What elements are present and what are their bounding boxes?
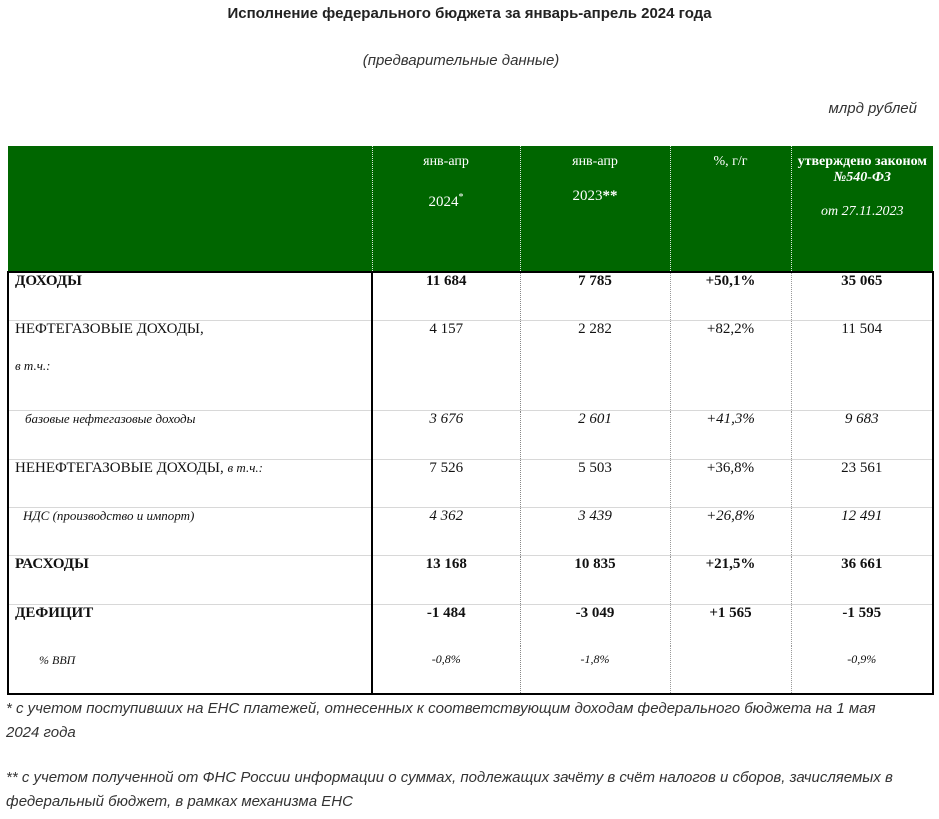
row-label: НЕНЕФТЕГАЗОВЫЕ ДОХОДЫ, bbox=[15, 459, 224, 476]
header-2023-year-wrap bbox=[521, 188, 670, 205]
table-row-nonoil bbox=[8, 459, 933, 507]
page-subtitle: (предварительные данные) bbox=[362, 52, 560, 69]
row-label: НДС (производство и импорт) bbox=[23, 507, 195, 523]
header-2024-period: янв-апр bbox=[423, 154, 469, 169]
cell-2024: -0,8% bbox=[372, 646, 520, 694]
cell-2024: 13 168 bbox=[372, 555, 520, 604]
cell-law: 36 661 bbox=[791, 555, 933, 604]
header-2023-year: 2023 bbox=[572, 188, 603, 204]
header-2023 bbox=[520, 146, 670, 272]
header-2024-year-wrap bbox=[373, 192, 520, 211]
cell-2024: 7 526 bbox=[372, 459, 520, 507]
row-label: % ВВП bbox=[39, 653, 76, 667]
row-label: базовые нефтегазовые доходы bbox=[25, 410, 196, 426]
cell-2024: 3 676 bbox=[372, 410, 520, 459]
cell-2024: 4 157 bbox=[372, 320, 520, 410]
header-law-line1: утверждено законом bbox=[797, 154, 927, 169]
cell-2023: -1,8% bbox=[520, 646, 670, 694]
row-label-cell bbox=[8, 459, 372, 507]
cell-pct: +26,8% bbox=[670, 507, 791, 555]
table-row-gdp bbox=[8, 646, 933, 694]
cell-law: 35 065 bbox=[791, 272, 933, 320]
header-2024-year: 2024 bbox=[428, 194, 459, 210]
cell-pct: +41,3% bbox=[670, 410, 791, 459]
cell-pct bbox=[670, 646, 791, 694]
header-law-line3: от 27.11.2023 bbox=[820, 204, 904, 219]
table-row-deficit bbox=[8, 604, 933, 646]
cell-2024: 11 684 bbox=[372, 272, 520, 320]
cell-law: -0,9% bbox=[791, 646, 933, 694]
table-row-base-oilgas bbox=[8, 410, 933, 459]
cell-pct: +82,2% bbox=[670, 320, 791, 410]
cell-law: 12 491 bbox=[791, 507, 933, 555]
footnote-1: * с учетом поступивших на ЕНС платежей, отнесенных к соответствующим доходам федерального бюджета на 1 мая 2024 года bbox=[6, 700, 876, 741]
header-2024-mark: * bbox=[458, 192, 464, 203]
row-label: НЕФТЕГАЗОВЫЕ ДОХОДЫ, bbox=[15, 320, 204, 337]
cell-2024: 4 362 bbox=[372, 507, 520, 555]
cell-pct: +21,5% bbox=[670, 555, 791, 604]
cell-2023: -3 049 bbox=[520, 604, 670, 646]
page-title: Исполнение федерального бюджета за январь-апрель 2024 года bbox=[227, 5, 712, 22]
row-label-cell bbox=[8, 646, 372, 694]
row-label-cell bbox=[8, 272, 372, 320]
cell-law: 23 561 bbox=[791, 459, 933, 507]
cell-2024: -1 484 bbox=[372, 604, 520, 646]
header-pct bbox=[670, 146, 791, 272]
row-label: РАСХОДЫ bbox=[15, 555, 89, 572]
header-2023-period: янв-апр bbox=[572, 154, 618, 169]
row-label-cell bbox=[8, 604, 372, 646]
row-label-cell bbox=[8, 410, 372, 459]
cell-law: 11 504 bbox=[791, 320, 933, 410]
table-row-oilgas bbox=[8, 320, 933, 410]
cell-pct: +50,1% bbox=[670, 272, 791, 320]
cell-2023: 2 282 bbox=[520, 320, 670, 410]
cell-2023: 3 439 bbox=[520, 507, 670, 555]
footnote-2: ** с учетом полученной от ФНС России информации о суммах, подлежащих зачёту в счёт налогов и сборов, зачисляемых в федеральный бюджет, в рамках механизма ЕНС bbox=[6, 769, 893, 810]
row-label: ДЕФИЦИТ bbox=[15, 604, 94, 621]
header-empty-cell bbox=[8, 146, 372, 272]
table-row-expenses bbox=[8, 555, 933, 604]
cell-pct: +36,8% bbox=[670, 459, 791, 507]
table-row-vat bbox=[8, 507, 933, 555]
row-sublabel: в т.ч.: bbox=[15, 357, 51, 373]
cell-law: 9 683 bbox=[791, 410, 933, 459]
header-law-line2: №540-ФЗ bbox=[833, 170, 891, 185]
row-label-cell bbox=[8, 507, 372, 555]
cell-2023: 7 785 bbox=[520, 272, 670, 320]
header-2023-mark: ** bbox=[602, 188, 618, 204]
cell-2023: 10 835 bbox=[520, 555, 670, 604]
header-pct-label: %, г/г bbox=[713, 154, 748, 169]
row-label: ДОХОДЫ bbox=[15, 273, 82, 289]
cell-2023: 5 503 bbox=[520, 459, 670, 507]
row-label-cell bbox=[8, 555, 372, 604]
row-label-suffix: в т.ч.: bbox=[227, 459, 263, 475]
cell-pct: +1 565 bbox=[670, 604, 791, 646]
table-header-row bbox=[8, 146, 933, 272]
header-2024 bbox=[372, 146, 520, 272]
units-label: млрд рублей bbox=[828, 100, 917, 117]
budget-table bbox=[7, 146, 934, 695]
row-label-cell bbox=[8, 320, 372, 410]
cell-law: -1 595 bbox=[791, 604, 933, 646]
table-row-revenue bbox=[8, 272, 933, 320]
header-law bbox=[791, 146, 933, 272]
cell-2023: 2 601 bbox=[520, 410, 670, 459]
